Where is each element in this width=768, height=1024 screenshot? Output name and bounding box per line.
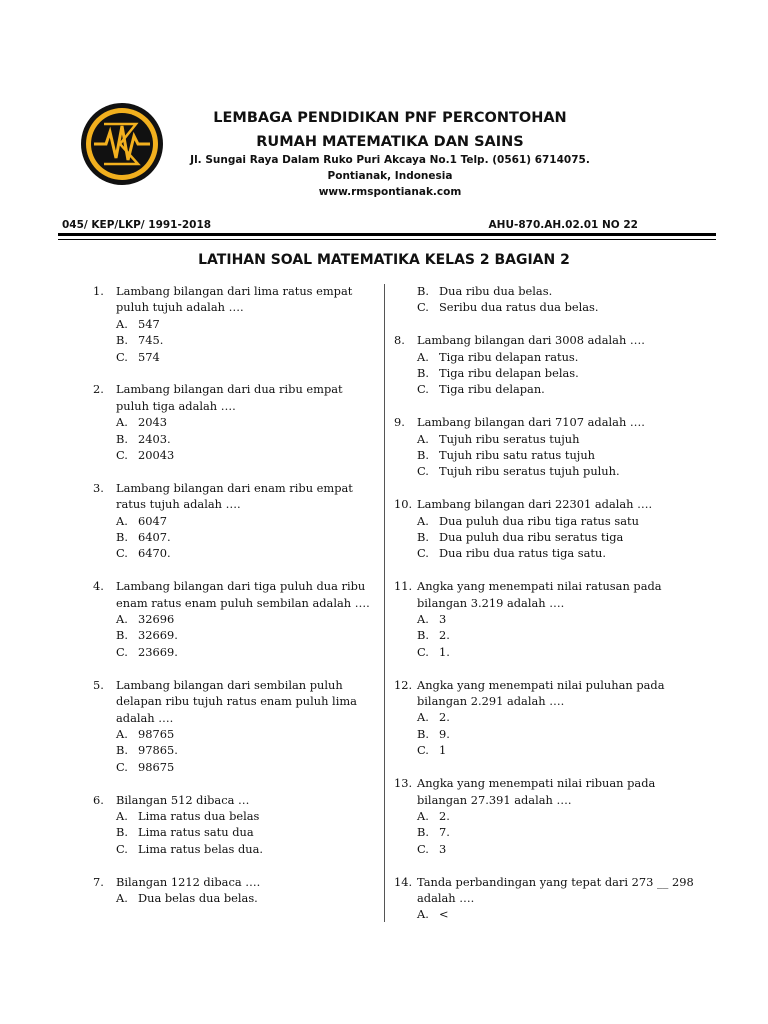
answer-option: A. Lima ratus dua belas	[116, 808, 260, 823]
answer-option: C. Lima ratus belas dua.	[116, 841, 264, 856]
question-number: 9.	[394, 415, 405, 430]
question-item	[394, 874, 694, 923]
answer-option: B. 2403.	[116, 431, 171, 446]
question-item	[93, 578, 378, 660]
city: Pontianak, Indonesia	[327, 170, 453, 182]
question-number: 14.	[394, 874, 413, 889]
answer-option: C. 574	[116, 349, 160, 364]
question-text: Lambang bilangan dari tiga puluh dua ribu enam ratus enam puluh sembilan adalah ….	[116, 579, 370, 610]
question-number: 12.	[394, 677, 413, 692]
answer-option: A. 2043	[116, 415, 167, 430]
answer-option: A. 2.	[417, 808, 450, 823]
question-number: 3.	[93, 480, 104, 495]
question-text: Bilangan 1212 dibaca ….	[116, 874, 261, 889]
question-number: 5.	[93, 677, 104, 692]
question-item	[394, 677, 694, 759]
question-number: 10.	[394, 497, 413, 512]
answer-option: C. 23669.	[116, 644, 178, 659]
question-text: Lambang bilangan dari enam ribu empat ratus tujuh adalah ….	[116, 480, 353, 512]
question-text: Lambang bilangan dari 22301 adalah ….	[417, 497, 653, 512]
column-divider	[384, 284, 385, 922]
question-item	[394, 414, 694, 480]
website: www.rmspontianak.com	[318, 186, 462, 198]
answer-option: C. 6470.	[116, 546, 171, 561]
question-number: 1.	[93, 284, 104, 298]
question-text: Lambang bilangan dari sembilan puluh delapan ribu tujuh ratus enam puluh lima adalah ….	[116, 677, 357, 725]
questions-left-column	[93, 283, 378, 923]
question-item	[93, 381, 378, 463]
question-item	[93, 480, 378, 562]
question-item	[93, 874, 378, 907]
answer-option: A. 98765	[116, 726, 175, 741]
question-text: Lambang bilangan dari 3008 adalah ….	[417, 333, 645, 348]
question-number: 4.	[93, 579, 104, 594]
question-number: 7.	[93, 874, 104, 889]
question-number: 2.	[93, 382, 104, 397]
answer-option: B. Tujuh ribu satu ratus tujuh	[417, 448, 595, 463]
answer-option: B. Tiga ribu delapan belas.	[417, 366, 579, 381]
answer-option: A. Dua puluh dua ribu tiga ratus satu	[417, 513, 639, 528]
registration-number-left: 045/ KEP/LKP/ 1991-2018	[62, 219, 212, 231]
institution-logo	[80, 102, 164, 186]
questions-right-column	[394, 283, 694, 939]
header-rule-thick	[58, 233, 716, 236]
answer-option: C. 98675	[116, 759, 175, 774]
answer-option: C. 20043	[116, 448, 175, 463]
answer-option: C. Tujuh ribu seratus tujuh puluh.	[417, 464, 620, 479]
question-text: Angka yang menempati nilai puluhan pada bilangan 2.291 adalah ….	[417, 677, 665, 709]
answer-option: B. 32669.	[116, 628, 178, 643]
answer-option: C. 1.	[417, 644, 450, 659]
registration-number-right: AHU-870.AH.02.01 NO 22	[488, 219, 638, 231]
answer-option: B. 9.	[417, 726, 450, 741]
answer-option: A. 6047	[116, 513, 167, 528]
question-item	[93, 792, 378, 858]
address: Jl. Sungai Raya Dalam Ruko Puri Akcaya No.1 Telp. (0561) 6714075.	[190, 154, 590, 166]
question-item-continued: B. Dua ribu dua belas. C. Seribu dua ratus dua belas.	[417, 284, 599, 315]
answer-option: C. 3	[417, 841, 447, 856]
answer-option: C. Dua ribu dua ratus tiga satu.	[417, 546, 606, 561]
answer-option: A. Tujuh ribu seratus tujuh	[417, 431, 580, 446]
question-text: Angka yang menempati nilai ratusan pada bilangan 3.219 adalah ….	[417, 579, 662, 610]
question-number: 6.	[93, 792, 104, 807]
question-item	[394, 332, 694, 398]
answer-option: B. Dua puluh dua ribu seratus tiga	[417, 530, 624, 545]
school-name: RUMAH MATEMATIKA DAN SAINS	[256, 134, 524, 150]
question-number: 8.	[394, 333, 405, 348]
question-text: Lambang bilangan dari lima ratus empat puluh tujuh adalah ….	[116, 284, 353, 315]
worksheet-title: LATIHAN SOAL MATEMATIKA KELAS 2 BAGIAN 2	[198, 252, 570, 268]
header-rule-thin	[58, 239, 716, 240]
answer-option: A. <	[417, 907, 449, 922]
answer-option: B. 2.	[417, 628, 450, 643]
question-number: 13.	[394, 776, 413, 791]
answer-option: B. Lima ratus satu dua	[116, 825, 254, 840]
answer-option: B. 7.	[417, 825, 450, 840]
answer-option: B. 6407.	[116, 530, 171, 545]
answer-option: C. Tiga ribu delapan.	[417, 382, 545, 397]
question-text: Tanda perbandingan yang tepat dari 273 __ 298 adalah ….	[417, 874, 694, 905]
answer-option: A. 3	[417, 612, 447, 627]
question-item	[394, 578, 694, 660]
answer-option: B. 97865.	[116, 743, 178, 758]
answer-option: A. 32696	[116, 612, 175, 627]
question-item	[394, 496, 694, 562]
question-number: 11.	[394, 579, 413, 594]
question-text: Bilangan 512 dibaca …	[116, 792, 250, 807]
answer-option: A. Tiga ribu delapan ratus.	[417, 349, 579, 364]
answer-option: A. Dua belas dua belas.	[116, 890, 258, 905]
question-item	[93, 677, 378, 775]
question-item	[93, 283, 378, 365]
question-item	[394, 775, 694, 857]
question-text: Angka yang menempati nilai ribuan pada bilangan 27.391 adalah ….	[417, 776, 656, 807]
institution-name: LEMBAGA PENDIDIKAN PNF PERCONTOHAN	[213, 110, 567, 126]
answer-option: C. 1	[417, 743, 447, 758]
answer-option: A. 547	[116, 316, 160, 331]
question-text: Lambang bilangan dari dua ribu empat puluh tiga adalah ….	[116, 382, 343, 413]
answer-option: A. 2.	[417, 710, 450, 725]
answer-option: B. 745.	[116, 333, 164, 348]
question-text: Lambang bilangan dari 7107 adalah ….	[417, 415, 645, 430]
